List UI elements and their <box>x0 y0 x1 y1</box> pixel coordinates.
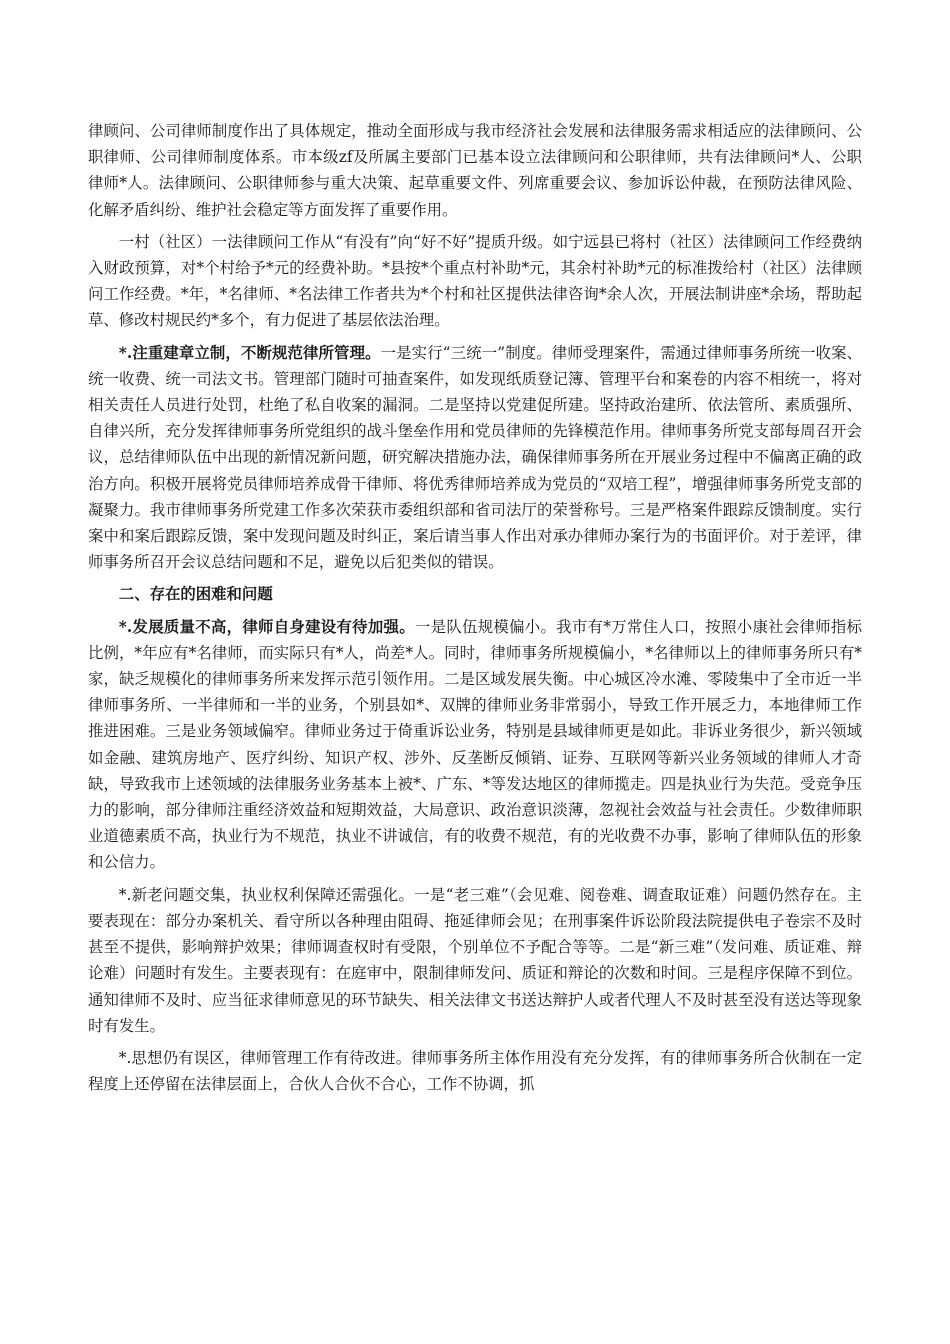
paragraph-text: 律顾问、公司律师制度作出了具体规定，推动全面形成与我市经济社会发展和法律服务需求相适应的法律顾问、公职律师、公司律师制度体系。市本级zf及所属主要部门已基本设立法律顾问和公职律师，共有法律顾问*人、公职律师*人。法律顾问、公职律师参与重大决策、起草重要文件、列席重要会议、参加诉讼仲裁，在预防法律风险、化解矛盾纠纷、维护社会稳定等方面发挥了重要作用。 <box>88 122 862 219</box>
paragraph-3 <box>88 340 862 576</box>
paragraph-6 <box>88 882 862 1039</box>
paragraph-text: 一是实行“三统一”制度。律师受理案件，需通过律师事务所统一收案、统一收费、统一司法文书。管理部门随时可抽查案件，如发现纸质登记簿、管理平台和案卷的内容不相统一，将对相关责任人员进行处罚，杜绝了私自收案的漏洞。二是坚持以党建促所建。坚持政治建所、依法管所、素质强所、自律兴所，充分发挥律师事务所党组织的战斗堡垒作用和党员律师的先锋模范作用。律师事务所党支部每周召开会议，总结律师队伍中出现的新情况新问题，研究解决措施办法，确保律师事务所在开展业务过程中不偏离正确的政治方向。积极开展将党员律师培养成骨干律师、将优秀律师培养成为党员的“双培工程”，增强律师事务所党支部的凝聚力。我市律师事务所党建工作多次荣获市委组织部和省司法厅的荣誉称号。三是严格案件跟踪反馈制度。实行案中和案后跟踪反馈，案中发现问题及时纠正，案后请当事人作出对承办律师办案行为的书面评价。对于差评，律师事务所召开会议总结问题和不足，避免以后犯类似的错误。 <box>88 343 862 572</box>
document-page <box>88 118 862 1103</box>
paragraph-text: 一村（社区）一法律顾问工作从“有没有”向“好不好”提质升级。如宁远县已将村（社区）法律顾问工作经费纳入财政预算，对*个村给予*元的经费补助。*县按*个重点村补助*元，其余村补助*元的标准拨给村（社区）法律顾问工作经费。*年，*名律师、*名法律工作者共为*个村和社区提供法律咨询*余人次，开展法制讲座*余场，帮助起草、修改村规民约*多个，有力促进了基层依法治理。 <box>88 232 862 330</box>
paragraph-text: 一是队伍规模偏小。我市有*万常住人口，按照小康社会律师指标比例，*年应有*名律师，而实际只有*人，尚差*人。同时，律师事务所规模偏小，*名律师以上的律师事务所只有*家，缺乏规模化的律师事务所来发挥示范引领作用。二是区域发展失衡。中心城区冷水滩、零陵集中了全市近一半律师事务所、一半律师和一半的业务，个别县如*、双牌的律师业务非常弱小，导致工作开展乏力，本地律师工作推进困难。三是业务领域偏窄。律师业务过于倚重诉讼业务，特别是县域律师更是如此。非诉业务很少，新兴领域如金融、建筑房地产、医疗纠纷、知识产权、涉外、反垄断反倾销、证券、互联网等新兴业务领域的律师人才奇缺，导致我市上述领域的法律服务业务基本上被*、广东、*等发达地区的律师揽走。四是执业行为失范。受竞争压力的影响，部分律师注重经济效益和短期效益，大局意识、政治意识淡薄，忽视社会效益与社会责任。少数律师职业道德素质不高，执业行为不规范，执业不讲诚信，有的收费不规范，有的光收费不办事，影响了律师队伍的形象和公信力。 <box>88 617 862 872</box>
paragraph-text: *.思想仍有误区，律师管理工作有待改进。律师事务所主体作用没有充分发挥，有的律师事务所合伙制在一定程度上还停留在法律层面上，合伙人合伙不合心，工作不协调，抓 <box>88 1048 862 1094</box>
section-heading <box>88 581 862 607</box>
paragraph-lead: *.注重建章立制，不断规范律所管理。 <box>118 343 381 362</box>
paragraph-7 <box>88 1045 862 1097</box>
heading-text: 二、存在的困难和问题 <box>118 585 273 604</box>
paragraph-2 <box>88 229 862 334</box>
paragraph-1 <box>88 118 862 223</box>
paragraph-lead: *.发展质量不高，律师自身建设有待加强。 <box>118 617 415 636</box>
paragraph-text: *.新老问题交集，执业权利保障还需强化。一是“老三难”（会见难、阅卷难、调查取证难）问题仍然存在。主要表现在：部分办案机关、看守所以各种理由阻碍、拖延律师会见；在刑事案件诉讼阶段法院提供电子卷宗不及时甚至不提供，影响辩护效果；律师调查权时有受限，个别单位不予配合等等。二是“新三难”（发问难、质证难、辩论难）问题时有发生。主要表现有：在庭审中，限制律师发问、质证和辩论的次数和时间。三是程序保障不到位。通知律师不及时、应当征求律师意见的环节缺失、相关法律文书送达辩护人或者代理人不及时甚至没有送达等现象时有发生。 <box>88 885 862 1035</box>
paragraph-5 <box>88 614 862 876</box>
